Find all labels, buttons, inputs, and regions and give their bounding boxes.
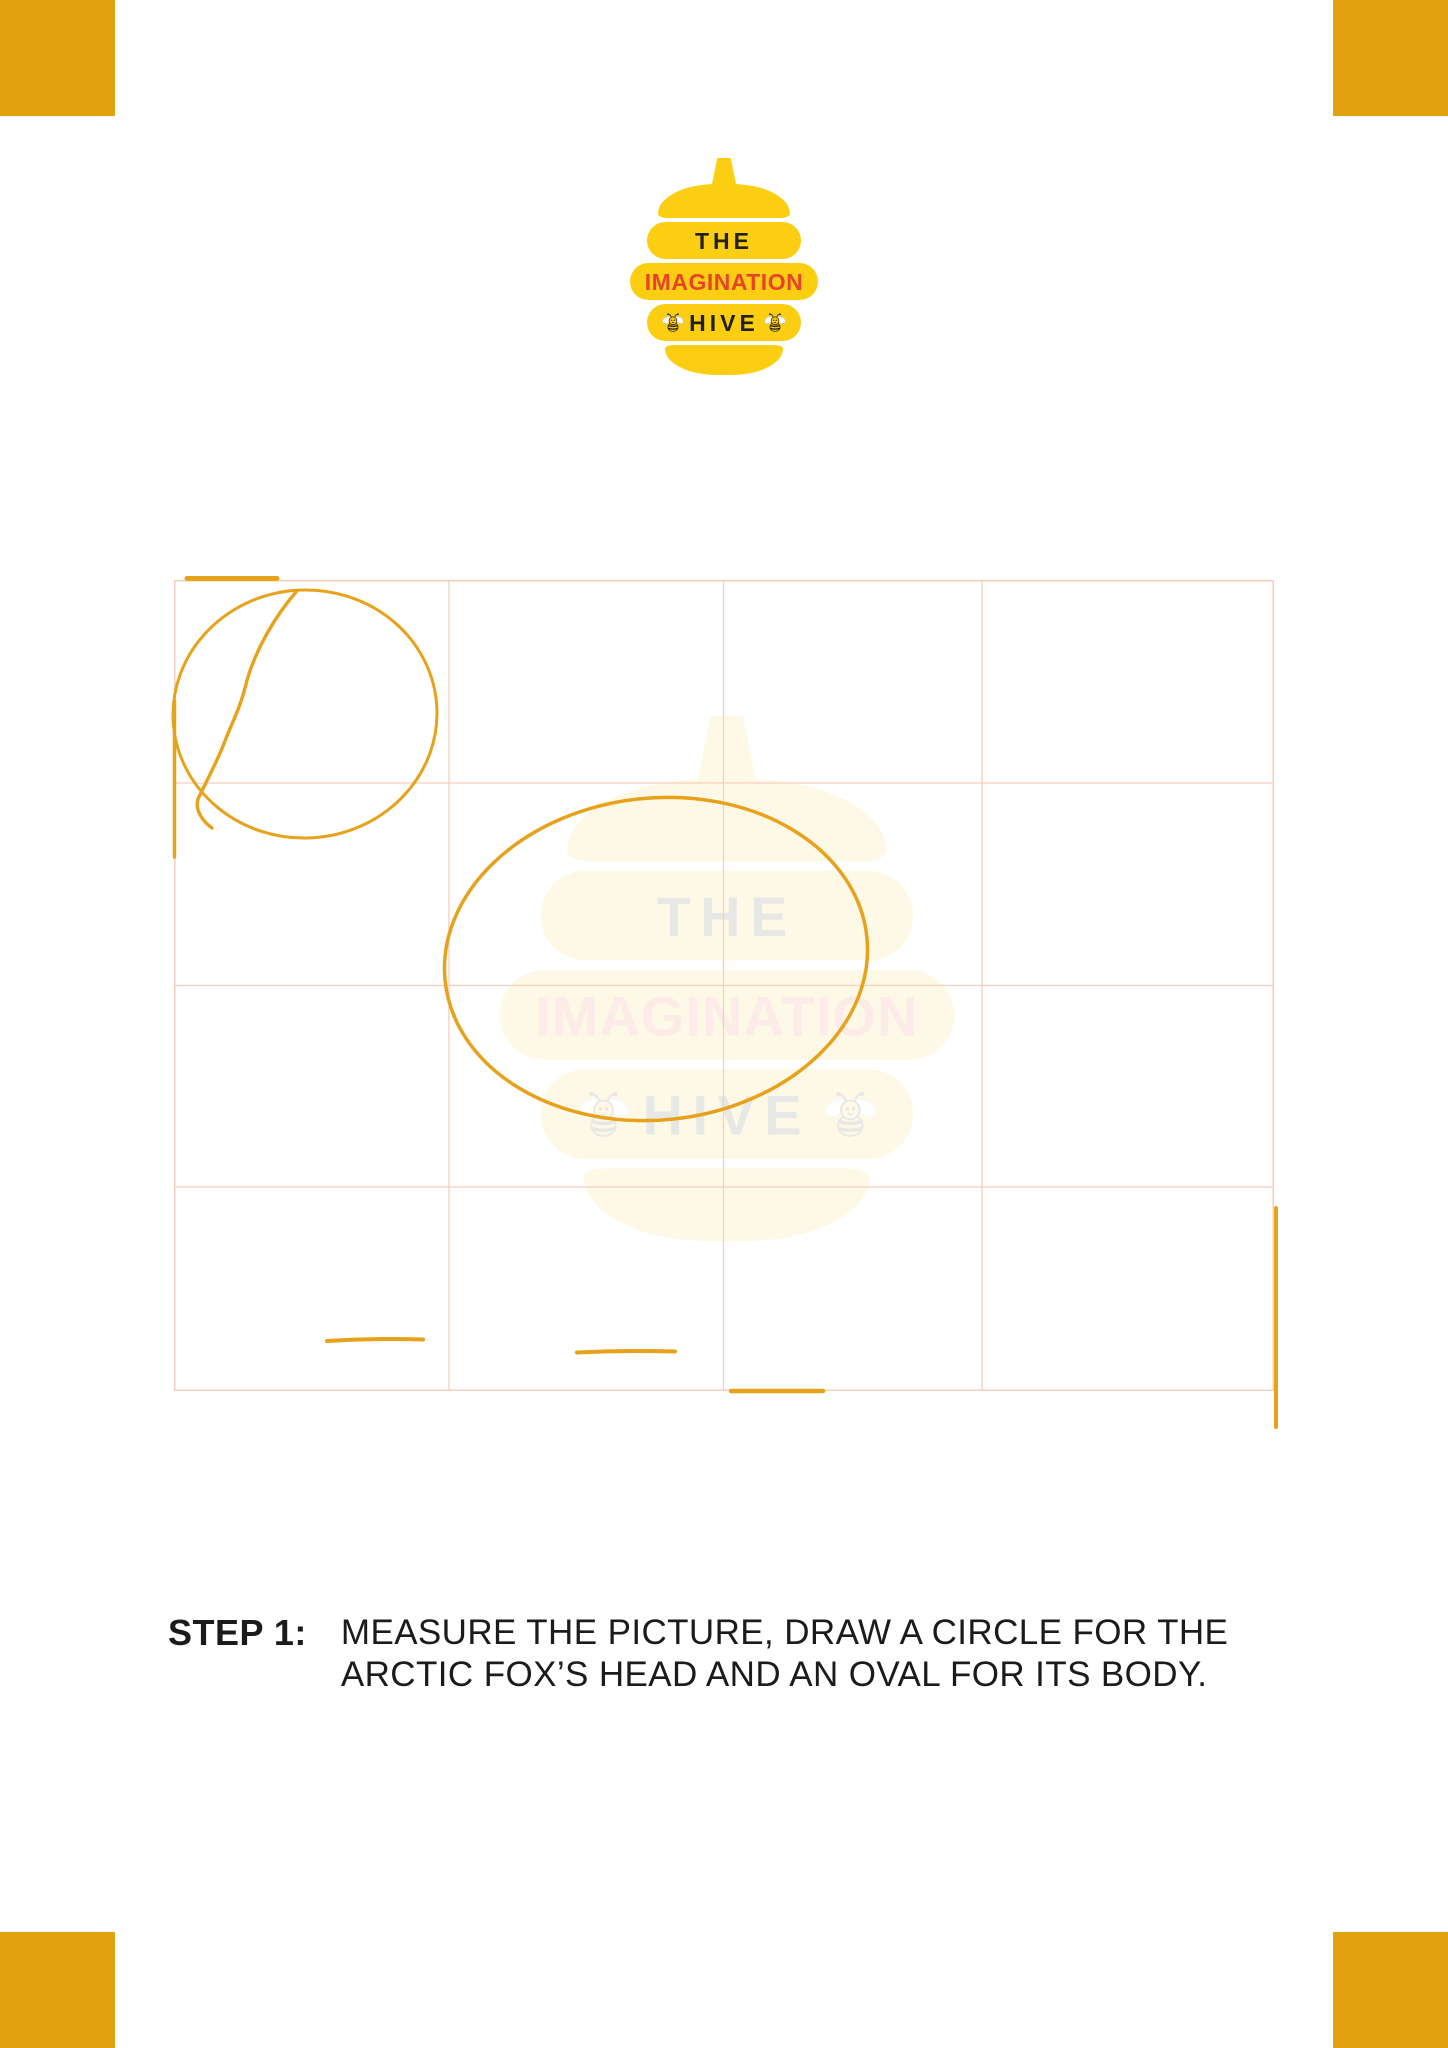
bee-icon — [662, 312, 684, 333]
hive-stem — [712, 158, 736, 184]
hive-logo-shape — [629, 158, 819, 375]
step-text — [341, 1612, 1228, 1696]
bee-icon — [764, 312, 786, 333]
logo-text-imagination: IMAGINATION — [644, 269, 804, 295]
step-text-line-2: ARCTIC FOX’S HEAD AND AN OVAL FOR ITS BODY. — [340, 1655, 1208, 1694]
step-text-line-1: MEASURE THE PICTURE, DRAW A CIRCLE FOR THE — [340, 1613, 1229, 1652]
hive-band-hive — [647, 304, 801, 341]
corner-accent-top-left — [0, 0, 115, 116]
logo-text-imagination: IMAGINATION — [535, 984, 919, 1048]
corner-accent-top-right — [1333, 0, 1448, 116]
logo-text-hive: HIVE — [689, 310, 759, 336]
hive-dome-top — [658, 184, 790, 218]
measuring-grid — [174, 580, 1274, 1391]
corner-accent-bottom-left — [0, 1932, 115, 2048]
corner-accent-bottom-right — [1333, 1932, 1448, 2048]
logo-text-hive: HIVE — [642, 1083, 812, 1147]
step-label: STEP 1: — [168, 1612, 307, 1653]
hive-band-imagination — [630, 263, 818, 300]
step-instruction — [168, 1612, 1228, 1696]
logo-text-the: THE — [695, 228, 753, 254]
logo-text-the: THE — [656, 885, 798, 949]
hive-dome-bottom — [665, 345, 783, 375]
imagination-hive-logo — [629, 158, 819, 375]
hive-band-the — [647, 222, 801, 259]
